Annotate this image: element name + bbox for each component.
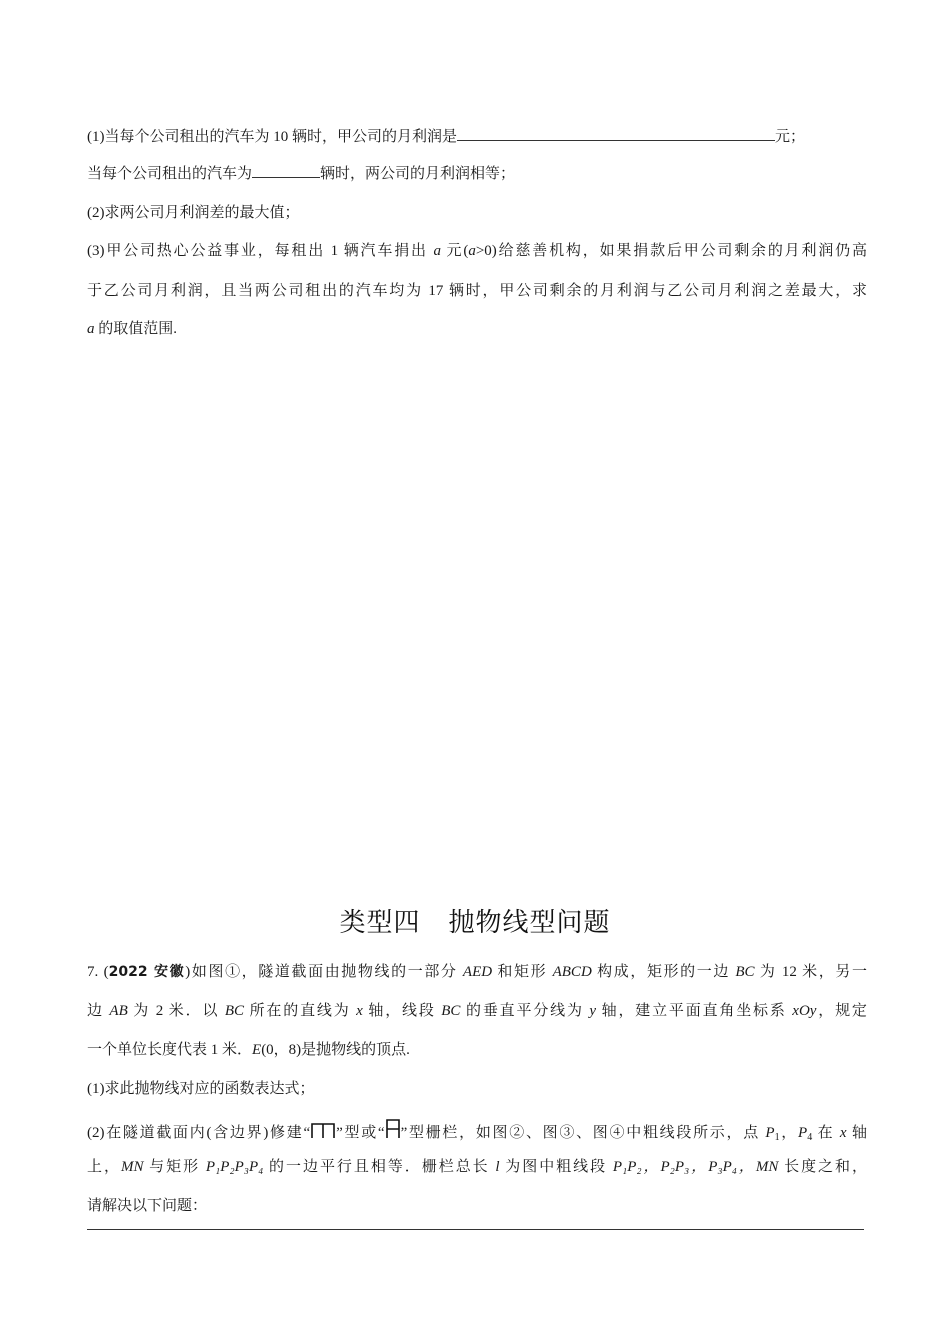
problem-source: 2022 安徽 xyxy=(108,964,186,980)
problem6-part1-line1: (1)当每个公司租出的汽车为 10 辆时，甲公司的月利润是 元； xyxy=(87,126,867,147)
problem7-line2: 边 AB 为 2 米．以 BC 所在的直线为 x 轴，线段 BC 的垂直平分线为 y 轴，建立平面直角坐标系 xOy，规定 xyxy=(87,1003,867,1019)
problem7-question2-line2: 上，MN 与矩形 P₁P₂P₃P₄ 的一边平行且相等．栅栏总长 l 为图中粗线段 P₁P₂，P₂P₃，P₃P₄，MN 长度之和， xyxy=(87,1159,867,1175)
answer-blank-cars[interactable] xyxy=(252,163,320,178)
answer-blank-profit[interactable] xyxy=(457,126,775,141)
two-post-fence-icon xyxy=(385,1118,401,1144)
three-post-fence-icon xyxy=(310,1122,336,1144)
section-title: 类型四 抛物线型问题 xyxy=(339,908,611,938)
problem6-part3-line1: (3)甲公司热心公益事业，每租出 1 辆汽车捐出 a 元(a>0)给慈善机构，如果捐款后甲公司剩余的月利润仍高 xyxy=(87,243,867,259)
footer-divider xyxy=(87,1229,864,1230)
problem6-part3-line3: a 的取值范围. xyxy=(87,321,178,337)
problem6-part2: (2)求两公司月利润差的最大值； xyxy=(87,205,300,221)
problem7-question1: (1)求此抛物线对应的函数表达式； xyxy=(87,1081,315,1097)
problem6-part3-line2: 于乙公司月利润，且当两公司租出的汽车均为 17 辆时，甲公司剩余的月利润与乙公司月利润之差最大，求 xyxy=(87,283,867,299)
problem7-line1: 7. (2022 安徽)如图①，隧道截面由抛物线的一部分 AED 和矩形 ABCD 构成，矩形的一边 BC 为 12 米，另一 xyxy=(87,964,867,980)
problem7-line3: 一个单位长度代表 1 米．E(0，8)是抛物线的顶点. xyxy=(87,1042,410,1058)
problem7-question2-line1: (2)在隧道截面内(含边界)修建“ ”型或“ ”型栅栏，如图②、图③、图④中粗线段所示，点 $P_1$，$P_4$ 在 x 轴 xyxy=(87,1118,867,1144)
problem6-part1-line2: 当每个公司租出的汽车为 辆时，两公司的月利润相等； xyxy=(87,163,867,184)
problem7-question2-line3: 请解决以下问题： xyxy=(87,1198,208,1214)
